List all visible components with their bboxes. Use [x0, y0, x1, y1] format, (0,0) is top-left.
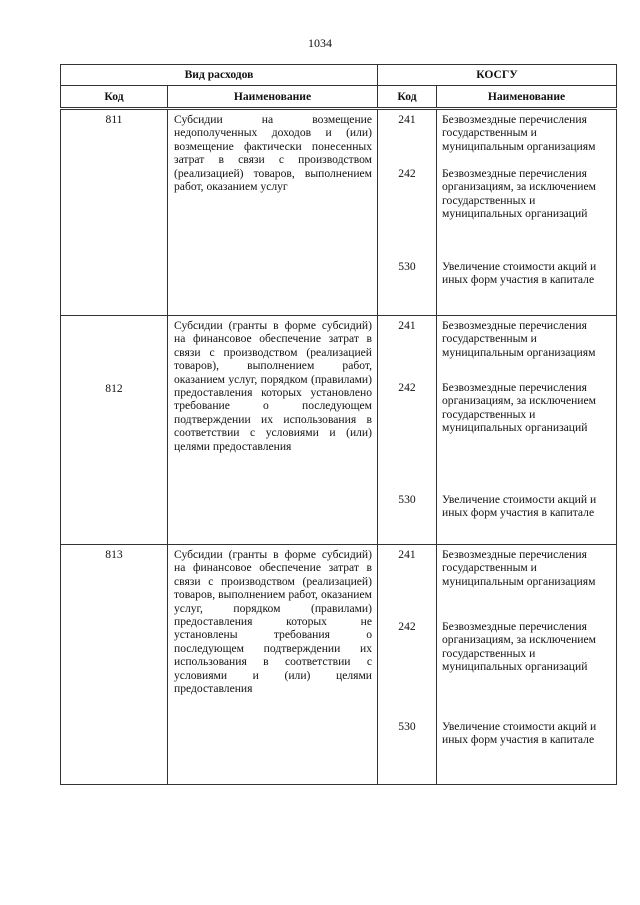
expense-code-cell — [61, 545, 168, 785]
kosgu-code: 530 — [398, 720, 416, 733]
kosgu-code: 241 — [398, 113, 416, 126]
header-name-kosgu: Наименование — [437, 86, 617, 109]
kosgu-name: Увеличение стоимости акций и иных форм участия в капитале — [442, 260, 597, 287]
kosgu-name: Безвозмездные перечисления государственным и муниципальным организациям — [442, 113, 596, 153]
kosgu-name-cell — [437, 316, 617, 545]
expense-kosgu-table — [60, 64, 617, 785]
kosgu-code: 242 — [398, 167, 416, 180]
kosgu-code: 530 — [398, 260, 416, 273]
header-expense-type: Вид расходов — [61, 65, 378, 86]
kosgu-name-cell — [437, 545, 617, 785]
expense-code-cell — [61, 316, 168, 545]
kosgu-code: 530 — [398, 493, 416, 506]
kosgu-name-cell — [437, 109, 617, 316]
expense-name: Субсидии (гранты в форме субсидий) на финансовое обеспечение затрат в связи с производством (реализацией товаров), выполнением работ, оказанием услуг, порядком (правилами) предоставления которых установлено требование о последующем подтверждении их использования в соответствии с условиями и (или) целями предоставления — [168, 316, 378, 545]
expense-code: 812 — [105, 382, 123, 395]
expense-code-cell — [61, 109, 168, 316]
kosgu-code: 241 — [398, 548, 416, 561]
kosgu-name: Увеличение стоимости акций и иных форм участия в капитале — [442, 720, 597, 747]
kosgu-code-cell — [378, 109, 437, 316]
kosgu-name: Увеличение стоимости акций и иных форм участия в капитале — [442, 493, 597, 520]
expense-code: 813 — [105, 548, 123, 561]
kosgu-code: 242 — [398, 620, 416, 633]
page-number: 1034 — [308, 36, 332, 50]
kosgu-name: Безвозмездные перечисления организациям, за исключением государственных и муниципальных организаций — [442, 620, 596, 674]
expense-code: 811 — [105, 113, 123, 126]
kosgu-code: 241 — [398, 319, 416, 332]
kosgu-name: Безвозмездные перечисления организациям, за исключением государственных и муниципальных организаций — [442, 167, 596, 221]
table-header-group-row — [61, 65, 617, 86]
table-row — [61, 109, 617, 316]
table-header-column-row — [61, 86, 617, 109]
kosgu-code-cell — [378, 545, 437, 785]
header-name-expense: Наименование — [168, 86, 378, 109]
kosgu-name: Безвозмездные перечисления организациям, за исключением государственных и муниципальных организаций — [442, 381, 596, 435]
header-code-kosgu: Код — [378, 86, 437, 109]
kosgu-name: Безвозмездные перечисления государственным и муниципальным организациям — [442, 319, 596, 359]
kosgu-code: 242 — [398, 381, 416, 394]
kosgu-name: Безвозмездные перечисления государственным и муниципальным организациям — [442, 548, 596, 588]
expense-name: Субсидии (гранты в форме субсидий) на финансовое обеспечение затрат в связи с производством (реализацией) товаров, выполнением работ, оказанием услуг, порядком (правилами) предоставления которых не установлены требования о последующем подтверждении их использования в соответствии с условиями и (или) целями предоставления — [168, 545, 378, 785]
expense-name: Субсидии на возмещение недополученных доходов и (или) возмещение фактически понесенных затрат в связи с производством (реализацией) товаров, выполнением работ, оказанием услуг — [168, 109, 378, 316]
header-code-expense: Код — [61, 86, 168, 109]
table-row — [61, 316, 617, 545]
table-row — [61, 545, 617, 785]
header-kosgu: КОСГУ — [378, 65, 617, 86]
kosgu-code-cell — [378, 316, 437, 545]
